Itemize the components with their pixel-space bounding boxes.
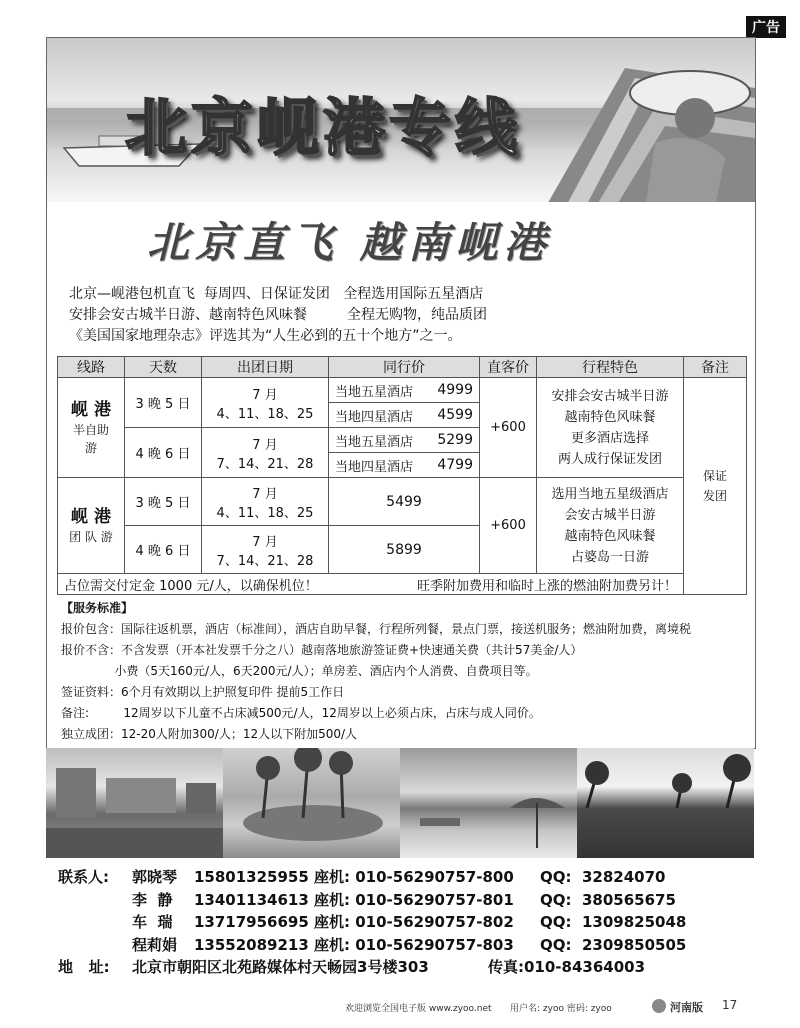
tel-number: 010-56290757-801 — [355, 890, 514, 909]
footer-login: 用户名: zyoo 密码: zyoo — [510, 1004, 612, 1014]
contact-qq — [540, 866, 665, 889]
feature: 占婆岛一日游 — [570, 549, 649, 565]
logo-icon — [652, 999, 666, 1013]
intro — [69, 284, 487, 347]
qq-number: 1309825048 — [581, 913, 687, 931]
col-remark: 备注 — [684, 357, 747, 378]
dates: 4、11、18、25 — [216, 505, 314, 521]
price-cell: 5499 — [329, 478, 480, 526]
tel-label: 座机: — [314, 935, 350, 954]
qq-number: 32824070 — [581, 868, 666, 886]
dates-cell — [202, 478, 329, 526]
contact-mobile: 13717956695 — [194, 913, 309, 931]
direct-price-cell: +600 — [480, 378, 537, 478]
days-cell: 3 晚 5 日 — [125, 378, 202, 428]
service-line: 备注: 12周岁以下儿童不占床减500元/人，12周岁以上必须占床，占床与成人同价。 — [61, 706, 541, 720]
tel-number: 010-56290757-803 — [355, 935, 514, 954]
dates: 7、14、21、28 — [216, 456, 314, 472]
resort-buildings-image — [46, 748, 223, 858]
address: 北京市朝阳区北苑路媒体村天畅园3号楼303 — [132, 958, 429, 976]
col-direct-price: 直客价 — [480, 357, 537, 378]
deposit-note: 占位需交付定金 1000 元/人，以确保机位！ — [64, 578, 318, 594]
dates: 4、11、18、25 — [216, 406, 314, 422]
contact-row — [58, 866, 686, 889]
contact-mobile: 13401134613 — [194, 890, 309, 909]
contact-mobile: 15801325955 — [194, 868, 309, 886]
month: 7 月 — [252, 534, 278, 550]
table-row — [58, 478, 747, 526]
contact-name: 李 静 — [132, 890, 173, 909]
routes-table — [57, 356, 747, 595]
feature: 更多酒店选择 — [570, 430, 649, 446]
tel-label: 座机: — [314, 890, 350, 909]
price: 4999 — [437, 382, 473, 398]
dates-cell — [202, 526, 329, 574]
route-name: 岘 港 — [71, 506, 111, 527]
page-number: 17 — [722, 998, 738, 1012]
subtitle: 北京直飞 越南岘港 — [147, 218, 552, 267]
days-cell: 4 晚 6 日 — [125, 428, 202, 478]
contact-qq — [540, 889, 676, 912]
service-line: 签证资料：6个月有效期以上护照复印件 提前5工作日 — [61, 685, 345, 699]
route-cell — [58, 478, 125, 574]
col-peer-price: 同行价 — [329, 357, 480, 378]
address-label: 地 址: — [58, 958, 110, 976]
banner — [47, 38, 755, 202]
col-days: 天数 — [125, 357, 202, 378]
features-cell — [537, 378, 684, 478]
palm-island-image — [223, 748, 400, 858]
contact-info — [58, 866, 686, 979]
month: 7 月 — [252, 437, 278, 453]
contact-label: 联系人: — [58, 868, 109, 886]
hotel-label: 当地五星酒店 — [335, 384, 414, 400]
contact-name: 郭晓琴 — [132, 868, 178, 886]
month: 7 月 — [252, 486, 278, 502]
feature: 越南特色风味餐 — [564, 528, 656, 544]
col-route: 线路 — [58, 357, 125, 378]
col-dates: 出团日期 — [202, 357, 329, 378]
price-cell — [329, 378, 480, 403]
qq-label: QQ: — [540, 913, 572, 931]
direct-price-cell: +600 — [480, 478, 537, 574]
ad-tag: 广告 — [746, 16, 786, 38]
days-cell: 3 晚 5 日 — [125, 478, 202, 526]
dates: 7、14、21、28 — [216, 553, 314, 569]
contact-row — [58, 911, 686, 934]
hotel-label: 当地四星酒店 — [335, 459, 414, 475]
service-line: 小费（5天160元/人，6天200元/人）；单房差、酒店内个人消费、自费项目等。 — [61, 664, 538, 678]
service-heading: 【服务标准】 — [61, 601, 134, 615]
price-cell: 5899 — [329, 526, 480, 574]
contact-tel — [314, 911, 514, 934]
tel-number: 010-56290757-800 — [355, 868, 514, 886]
service-line: 报价包含：国际往返机票，酒店（标准间），酒店自助早餐，行程所列餐，景点门票，接送机服务；燃油附加费，离境税 — [61, 622, 692, 636]
contact-row — [58, 934, 686, 957]
table-row — [58, 378, 747, 403]
beach-photo — [400, 748, 577, 858]
hotel-label: 当地五星酒店 — [335, 434, 414, 450]
feature: 两人成行保证发团 — [557, 451, 662, 467]
feature: 会安古城半日游 — [564, 507, 656, 523]
contact-name: 车 瑞 — [132, 913, 173, 931]
route-name: 岘 港 — [71, 399, 111, 420]
qq-number: 2309850505 — [581, 935, 687, 954]
contact-tel — [314, 866, 514, 889]
feature: 选用当地五星级酒店 — [551, 486, 669, 502]
tel-label: 座机: — [314, 868, 350, 886]
hotel-label: 当地四星酒店 — [335, 409, 414, 425]
price: 4799 — [437, 457, 473, 473]
tel-number: 010-56290757-802 — [355, 913, 514, 931]
price-cell — [329, 403, 480, 428]
qq-label: QQ: — [540, 868, 572, 886]
month: 7 月 — [252, 387, 278, 403]
island-photo — [223, 748, 400, 858]
qq-label: QQ: — [540, 890, 572, 909]
photo-strip — [46, 748, 754, 858]
dates-cell — [202, 428, 329, 478]
address-row — [58, 956, 686, 979]
features-cell — [537, 478, 684, 574]
contact-row — [58, 889, 686, 912]
qq-number: 380565675 — [581, 890, 676, 909]
resort-photo — [46, 748, 223, 858]
table-header — [58, 357, 747, 378]
footer-website: 欢迎浏览全国电子版 www.zyoo.net — [345, 1004, 492, 1014]
contact-tel — [314, 889, 514, 912]
ad-frame — [46, 37, 756, 749]
remark-cell: 保证 发团 — [684, 378, 747, 595]
intro-line: 安排会安古城半日游、越南特色风味餐 全程无购物，纯品质团 — [69, 307, 488, 323]
contact-mobile: 13552089213 — [194, 935, 309, 954]
qq-label: QQ: — [540, 935, 572, 954]
contact-tel — [314, 934, 514, 957]
edition: 河南版 — [670, 1001, 703, 1014]
contact-qq — [540, 911, 686, 934]
contact-name: 程莉娟 — [132, 935, 178, 954]
service-line: 独立成团：12-20人附加300/人；12人以下附加500/人 — [61, 727, 358, 741]
price-cell — [329, 428, 480, 453]
page-footer — [0, 998, 800, 1020]
feature: 越南特色风味餐 — [564, 409, 656, 425]
route-sub: 团 队 游 — [69, 529, 113, 544]
pool-photo — [577, 748, 754, 858]
service-standards — [61, 598, 691, 745]
days-cell: 4 晚 6 日 — [125, 526, 202, 574]
price: 5299 — [437, 432, 473, 448]
woman-in-beach-chair-image — [505, 48, 755, 202]
palm-pool-image — [577, 748, 754, 858]
tel-label: 座机: — [314, 913, 350, 931]
price: 4599 — [437, 407, 473, 423]
intro-line: 北京—岘港包机直飞 每周四、日保证发团 全程选用国际五星酒店 — [69, 286, 484, 302]
route-cell — [58, 378, 125, 478]
route-sub: 游 — [84, 440, 97, 455]
route-sub: 半自助 — [72, 422, 109, 437]
fax-number: 010-84364003 — [524, 958, 646, 976]
fax-label: 传真: — [488, 958, 524, 976]
price-cell — [329, 453, 480, 478]
notes-row — [58, 574, 747, 595]
contact-qq — [540, 934, 686, 957]
dates-cell — [202, 378, 329, 428]
banner-title: 北京岘港专线 — [125, 91, 522, 164]
surcharge-note: 旺季附加费用和临时上涨的燃油附加费另计！ — [416, 578, 677, 594]
intro-line: 《美国国家地理杂志》评选其为“人生必到的五十个地方”之一。 — [69, 328, 462, 344]
service-line: 报价不含：不含发票（开本社发票千分之八）越南落地旅游签证费+快速通关费（共计57美金/人） — [61, 643, 583, 657]
beach-umbrella-image — [400, 748, 577, 858]
feature: 安排会安古城半日游 — [551, 388, 669, 404]
col-features: 行程特色 — [537, 357, 684, 378]
